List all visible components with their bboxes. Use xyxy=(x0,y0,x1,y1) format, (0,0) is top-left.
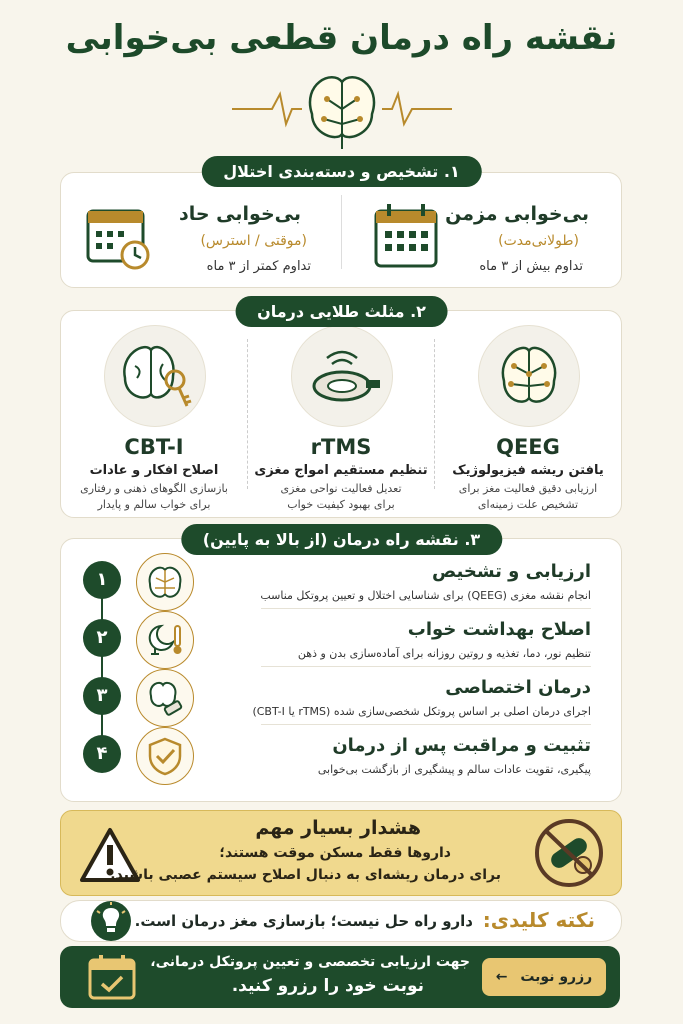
warning-box xyxy=(60,810,622,896)
step-desc: پیگیری، تقویت عادات سالم و پیشگیری از بازگشت بی‌خوابی xyxy=(317,763,591,776)
qeeg-desc-line2: تشخیص علت زمینه‌ای xyxy=(477,498,579,511)
cta-banner xyxy=(60,946,620,1008)
brain-coil-icon xyxy=(145,678,185,718)
cbti-desc-line2: برای خواب سالم و پایدار xyxy=(97,498,211,511)
brain-icon xyxy=(145,562,185,602)
key-note-text: دارو راه حل نیست؛ بازسازی مغز درمان است. xyxy=(134,912,473,930)
qeeg-desc-line1: ارزیابی دقیق فعالیت مغز برای xyxy=(458,482,598,495)
book-appointment-button[interactable] xyxy=(482,958,606,996)
qeeg-icon-circle xyxy=(478,325,580,427)
cbti-panel xyxy=(61,311,247,517)
step-icon-circle xyxy=(136,553,194,611)
qeeg-panel xyxy=(435,311,621,517)
calendar-check-icon xyxy=(86,952,138,1002)
step-icon-circle xyxy=(136,727,194,785)
step-desc: انجام نقشه مغزی (QEEG) برای شناسایی اختلال و تعیین پروتکل مناسب xyxy=(260,589,591,602)
arrow-left-icon: ← xyxy=(495,969,508,985)
chronic-insomnia-panel xyxy=(341,173,621,287)
brain-heartbeat-icon xyxy=(232,64,452,154)
acute-title: بی‌خوابی حاد xyxy=(178,203,301,225)
step-title: درمان اختصاصی xyxy=(445,677,591,698)
lightbulb-icon xyxy=(89,899,133,943)
brain-key-icon xyxy=(115,336,195,416)
step-number: ۴ xyxy=(83,735,121,773)
rtms-icon-circle xyxy=(291,325,393,427)
qeeg-desc xyxy=(435,481,621,513)
warning-line2: برای درمان ریشه‌ای به دنبال اصلاح سیستم عصبی باشید. xyxy=(110,867,501,883)
step-number: ۳ xyxy=(83,677,121,715)
divider xyxy=(434,339,435,489)
step-title: ارزیابی و تشخیص xyxy=(431,561,591,582)
cbti-title: اصلاح افکار و عادات xyxy=(89,463,219,478)
rtms-desc-line2: برای بهبود کیفیت خواب xyxy=(287,498,395,511)
rtms-name: rTMS xyxy=(310,435,372,459)
brain-network-icon xyxy=(489,336,569,416)
divider xyxy=(341,195,342,269)
chronic-title: بی‌خوابی مزمن xyxy=(445,203,589,225)
shield-check-icon xyxy=(145,736,185,776)
rtms-desc-line1: تعدیل فعالیت نواحی مغزی xyxy=(280,482,402,495)
tms-coil-icon xyxy=(302,336,382,416)
key-note-box xyxy=(60,900,622,942)
roadmap-card xyxy=(60,538,622,802)
cbti-icon-circle xyxy=(104,325,206,427)
warning-title: هشدار بسیار مهم xyxy=(255,817,421,839)
book-button-label: رزرو نوبت xyxy=(520,969,593,985)
page-title: نقشه راه درمان قطعی بی‌خوابی xyxy=(65,18,618,58)
qeeg-title: یافتن ریشه فیزیولوژیک xyxy=(452,463,604,478)
cbti-desc-line1: بازسازی الگوهای ذهنی و رفتاری xyxy=(80,482,228,495)
chronic-subtitle: (طولانی‌مدت) xyxy=(498,233,579,249)
key-note-label: نکته کلیدی: xyxy=(482,908,595,932)
roadmap-step xyxy=(61,609,591,667)
section1-header: ۱. تشخیص و دسته‌بندی اختلال xyxy=(201,156,481,187)
cta-line1: جهت ارزیابی تخصصی و تعیین پروتکل درمانی، xyxy=(150,954,470,970)
rtms-title: تنظیم مستقیم امواج مغزی xyxy=(254,463,428,478)
roadmap-step xyxy=(61,667,591,725)
rtms-panel xyxy=(248,311,434,517)
acute-insomnia-panel xyxy=(61,173,341,287)
moon-thermometer-icon xyxy=(145,620,185,660)
step-desc: اجرای درمان اصلی بر اساس پروتکل شخصی‌سازی شده (rTMS یا CBT-I) xyxy=(252,705,591,718)
step-title: تثبیت و مراقبت پس از درمان xyxy=(332,735,591,756)
roadmap-step xyxy=(61,725,591,783)
section2-header: ۲. مثلث طلایی درمان xyxy=(235,296,448,327)
qeeg-name: QEEG xyxy=(496,435,560,459)
step-title: اصلاح بهداشت خواب xyxy=(407,619,591,640)
divider xyxy=(247,339,248,489)
section3-header: ۳. نقشه راه درمان (از بالا به پایین) xyxy=(181,524,502,555)
cbti-name: CBT-I xyxy=(124,435,184,459)
calendar-icon xyxy=(371,201,441,271)
cbti-desc xyxy=(61,481,247,513)
rtms-desc xyxy=(248,481,434,513)
no-pills-icon xyxy=(531,817,607,889)
step-icon-circle xyxy=(136,611,194,669)
warning-line1: داروها فقط مسکن موقت هستند؛ xyxy=(219,845,451,861)
step-icon-circle xyxy=(136,669,194,727)
cta-line2: نوبت خود را رزرو کنید. xyxy=(231,976,424,996)
calendar-clock-icon xyxy=(83,201,153,271)
treatment-triangle-card xyxy=(60,310,622,518)
diagnosis-card xyxy=(60,172,622,288)
step-desc: تنظیم نور، دما، تغذیه و روتین روزانه برای آماده‌سازی بدن و ذهن xyxy=(297,647,591,660)
acute-subtitle: (موقتی / استرس) xyxy=(200,233,307,249)
acute-desc: تداوم کمتر از ۳ ماه xyxy=(206,259,311,274)
step-number: ۲ xyxy=(83,619,121,657)
chronic-desc: تداوم بیش از ۳ ماه xyxy=(479,259,583,274)
roadmap-step xyxy=(61,551,591,609)
step-number: ۱ xyxy=(83,561,121,599)
